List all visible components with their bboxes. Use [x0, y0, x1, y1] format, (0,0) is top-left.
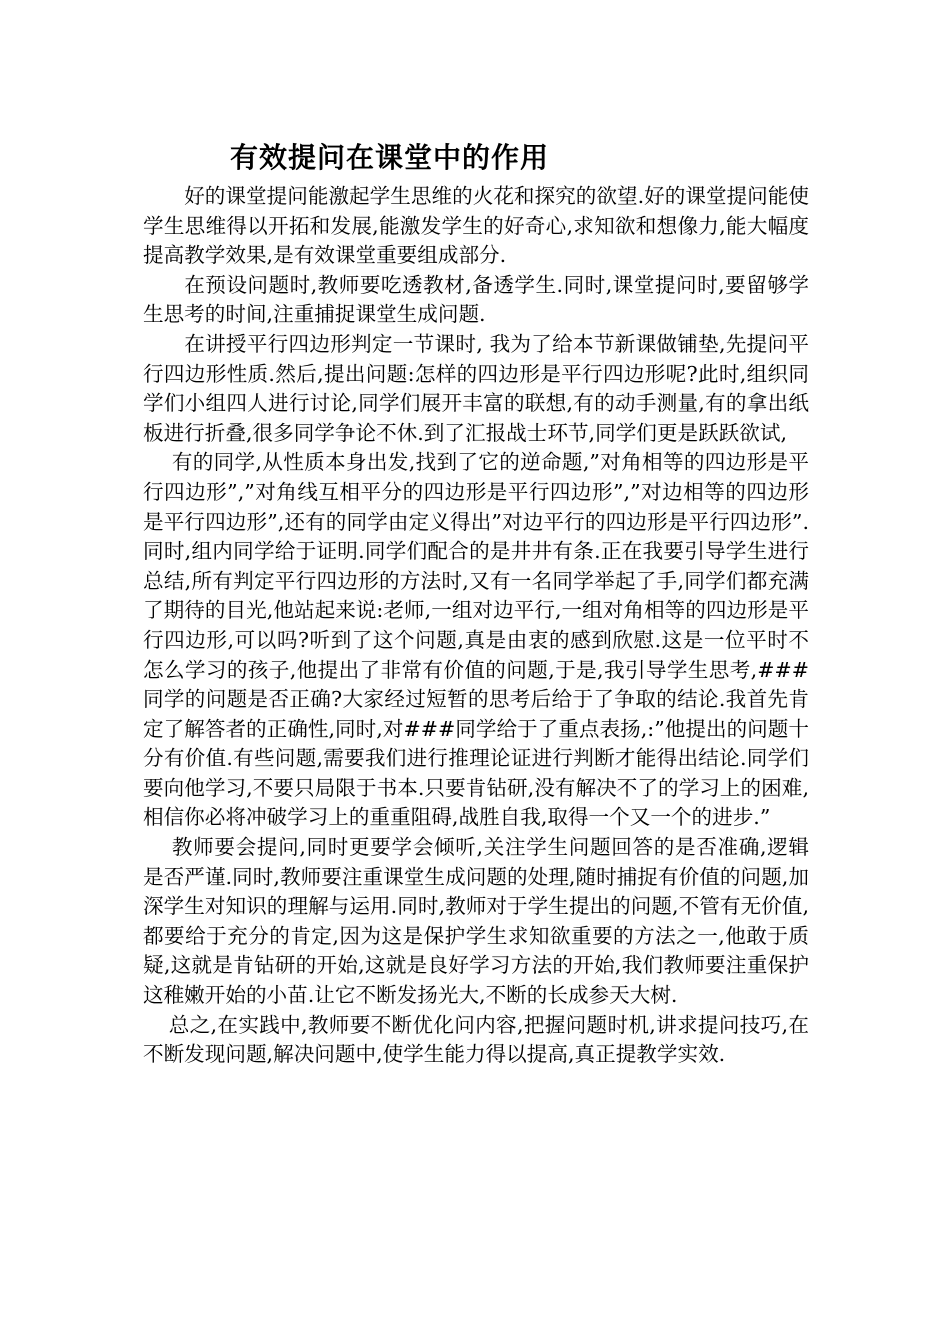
paragraph-lesson-example: 在讲授平行四边形判定一节课时, 我为了给本节新课做铺垫,先提问平行四边形性质.然后,提出问题:怎样的四边形是平行四边形呢?此时,组织同学们小组四人进行讨论,同学们展开丰富的联想,有的动手测量,有的拿出纸板进行折叠,很多同学争论不休.到了汇报战士环节,同学们更是跃跃欲试, — [143, 331, 809, 445]
paragraph-conclusion: 总之,在实践中,教师要不断优化问内容,把握问题时机,讲求提问技巧,在不断发现问题,解决问题中,使学生能力得以提高,真正提教学实效. — [143, 1012, 809, 1067]
document-body — [143, 182, 809, 1070]
document-title: 有效提问在课堂中的作用 — [230, 141, 550, 174]
paragraph-student-answers: 有的同学,从性质本身出发,找到了它的逆命题,”对角相等的四边形是平行四边形”,”对角线互相平分的四边形是平行四边形”,”对边相等的四边形是平行四边形”,还有的同学由定义得出”对边平行的四边形是平行四边形”.同时,组内同学给于证明.同学们配合的是井井有条.正在我要引导学生进行总结,所有判定平行四边形的方法时,又有一名同学举起了手,同学们都充满了期待的目光,他站起来说:老师,一组对边平行,一组对角相等的四边形是平行四边形,可以吗?听到了这个问题,真是由衷的感到欣慰.这是一位平时不怎么学习的孩子,他提出了非常有价值的问题,于是,我引导学生思考,###同学的问题是否正确?大家经过短暂的思考后给于了争取的结论.我首先肯定了解答者的正确性,同时,对###同学给于了重点表扬,:”他提出的问题十分有价值.有些问题,需要我们进行推理论证进行判断才能得出结论.同学们要向他学习,不要只局限于书本.只要肯钻研,没有解决不了的学习上的困难,相信你必将冲破学习上的重重阻碍,战胜自我,取得一个又一个的进步.” — [143, 450, 809, 830]
paragraph-preset-questions: 在预设问题时,教师要吃透教材,备透学生.同时,课堂提问时,要留够学生思考的时间,注重捕捉课堂生成问题. — [143, 272, 809, 327]
paragraph-intro: 好的课堂提问能激起学生思维的火花和探究的欲望.好的课堂提问能使学生思维得以开拓和发展,能激发学生的好奇心,求知欲和想像力,能大幅度提高教学效果,是有效课堂重要组成部分. — [143, 184, 809, 268]
paragraph-teacher-listening: 教师要会提问,同时更要学会倾听,关注学生问题回答的是否准确,逻辑是否严谨.同时,教师要注重课堂生成问题的处理,随时捕捉有价值的问题,加深学生对知识的理解与运用.同时,教师对于学生提出的问题,不管有无价值,都要给于充分的肯定,因为这是保护学生求知欲重要的方法之一,他敢于质疑,这就是肯钻研的开始,这就是良好学习方法的开始,我们教师要注重保护这稚嫩开始的小苗.让它不断发扬光大,不断的长成参天大树. — [143, 835, 809, 1008]
